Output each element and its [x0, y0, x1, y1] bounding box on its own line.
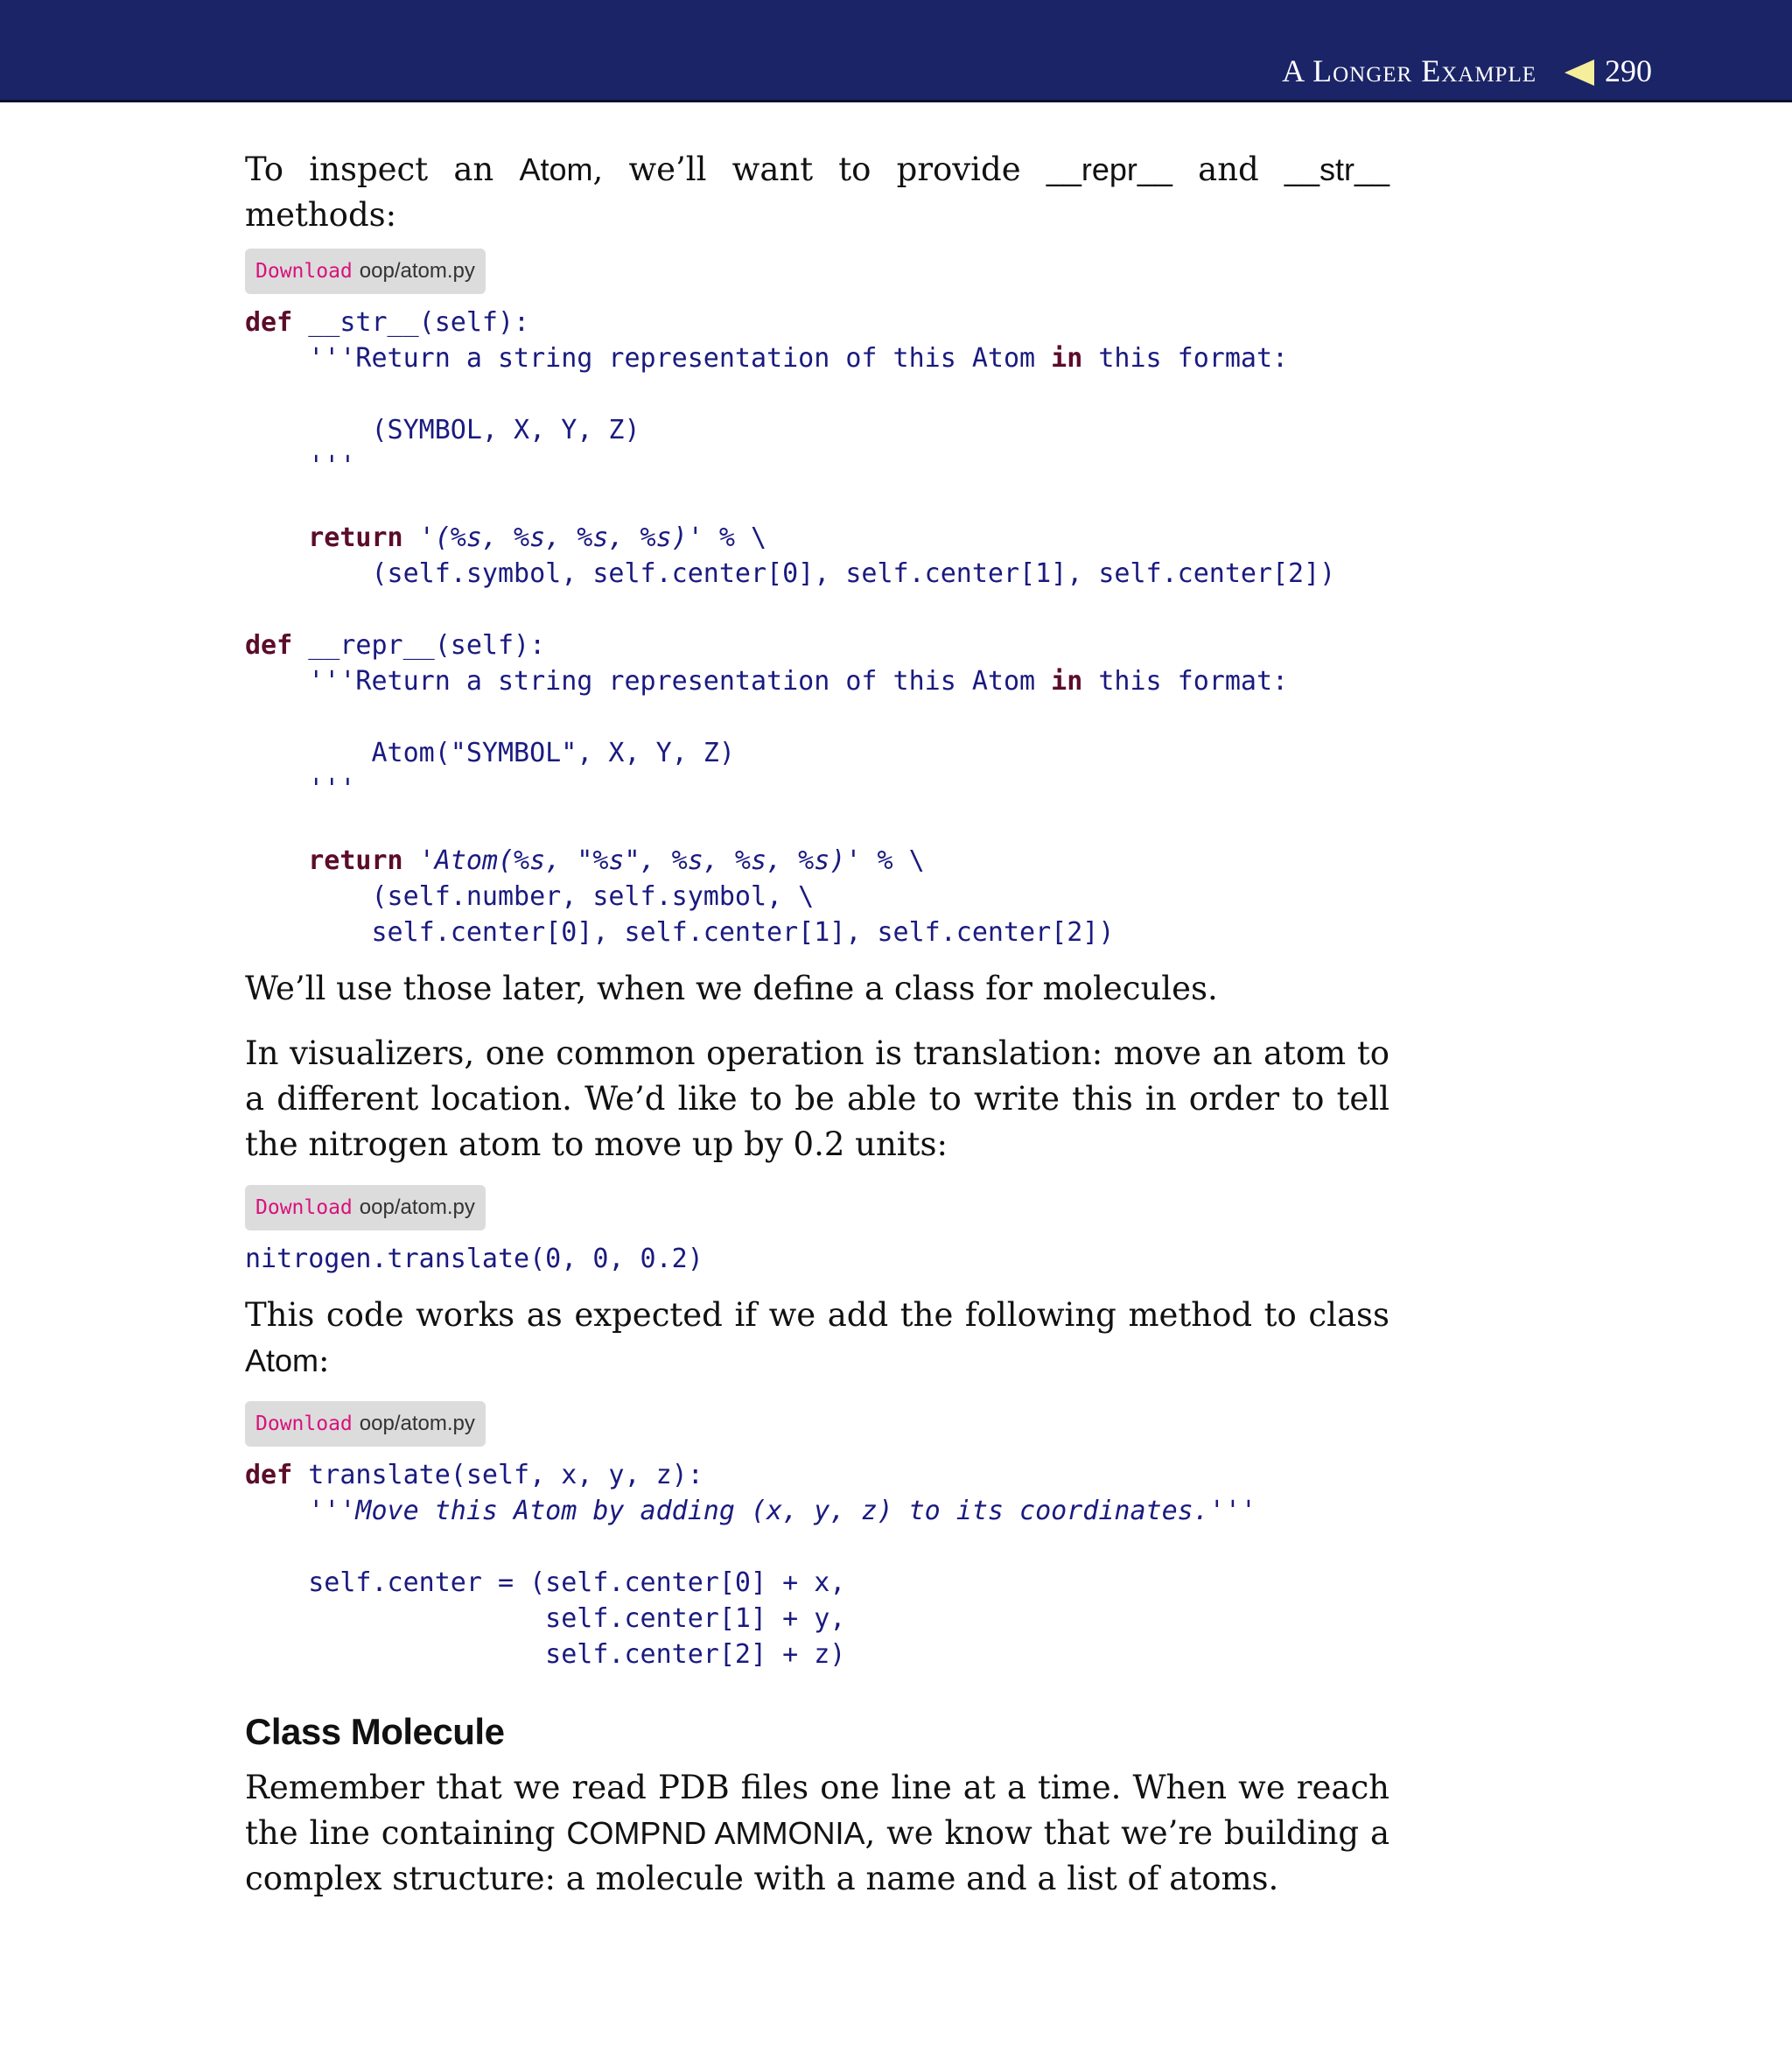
inline-code-str: __str__ — [1284, 151, 1390, 187]
paragraph-translation: In visualizers, one common operation is translation: move an atom to a different location. We’d like to be able to write this in order to tell the nitrogen atom to move up by 0.2 units: — [245, 1034, 1390, 1163]
download-link-2-wrapper — [245, 1185, 1390, 1230]
section-heading: Class Molecule — [245, 1711, 505, 1752]
download-word: Download — [256, 1196, 353, 1219]
page-number: 290 — [1605, 53, 1652, 88]
download-link[interactable] — [245, 1185, 486, 1230]
chapter-title: A Longer Example — [1282, 53, 1536, 88]
download-path: oop/atom.py — [359, 259, 475, 283]
code-block-str-repr: def __str__(self): '''Return a string representation of this Atom in this format: (SYMBOL, X, Y, Z) ''' return '(%s, %s, %s, %s)' % \ (self.symbol, self.center[0], self.center[1], self.center[2]) def __repr__(self): '''Return a string representation of this Atom in this format: Atom("SYMBOL", X, Y, Z) ''' return 'Atom(%s, "%s", %s, %s, %s)' % \ (self.number, self.symbol, \ self.center[0], self.center[1], self.center[2]) — [245, 307, 1336, 948]
download-path: oop/atom.py — [359, 1195, 475, 1219]
download-word: Download — [256, 1413, 353, 1435]
download-link[interactable] — [245, 1401, 486, 1447]
page-header — [0, 0, 1792, 102]
code-block-translate-call: nitrogen.translate(0, 0, 0.2) — [245, 1244, 704, 1274]
paragraph-molecule: Remember that we read PDB files one line at a time. When we reach the line containing COMPND AMMONIA, we know that we’re building a complex structure: a molecule with a name and a list of atoms. — [245, 1769, 1390, 1897]
page-content — [245, 147, 1390, 1902]
inline-code-atom: Atom — [519, 151, 593, 187]
inline-code-compnd: COMPND AMMONIA — [566, 1815, 865, 1851]
intro-paragraph: To inspect an Atom, we’ll want to provide __repr__ and __str__ methods: — [245, 151, 1390, 234]
paragraph-use-later: We’ll use those later, when we define a class for molecules. — [245, 970, 1218, 1007]
download-link-1-wrapper — [245, 249, 1390, 294]
download-path: oop/atom.py — [359, 1412, 475, 1435]
download-link-3-wrapper — [245, 1401, 1390, 1447]
code-block-translate-method: def translate(self, x, y, z): '''Move this Atom by adding (x, y, z) to its coordinates.''' self.center = (self.center[0] + x, self.center[1] + y, self.center[2] + z) — [245, 1460, 1256, 1670]
download-word: Download — [256, 260, 353, 283]
inline-code-atom: Atom — [245, 1342, 319, 1378]
inline-code-repr: __repr__ — [1046, 151, 1172, 187]
paragraph-method-intro: This code works as expected if we add the following method to class Atom: — [245, 1296, 1390, 1379]
previous-page-arrow-icon[interactable] — [1564, 60, 1594, 86]
download-link[interactable] — [245, 249, 486, 294]
